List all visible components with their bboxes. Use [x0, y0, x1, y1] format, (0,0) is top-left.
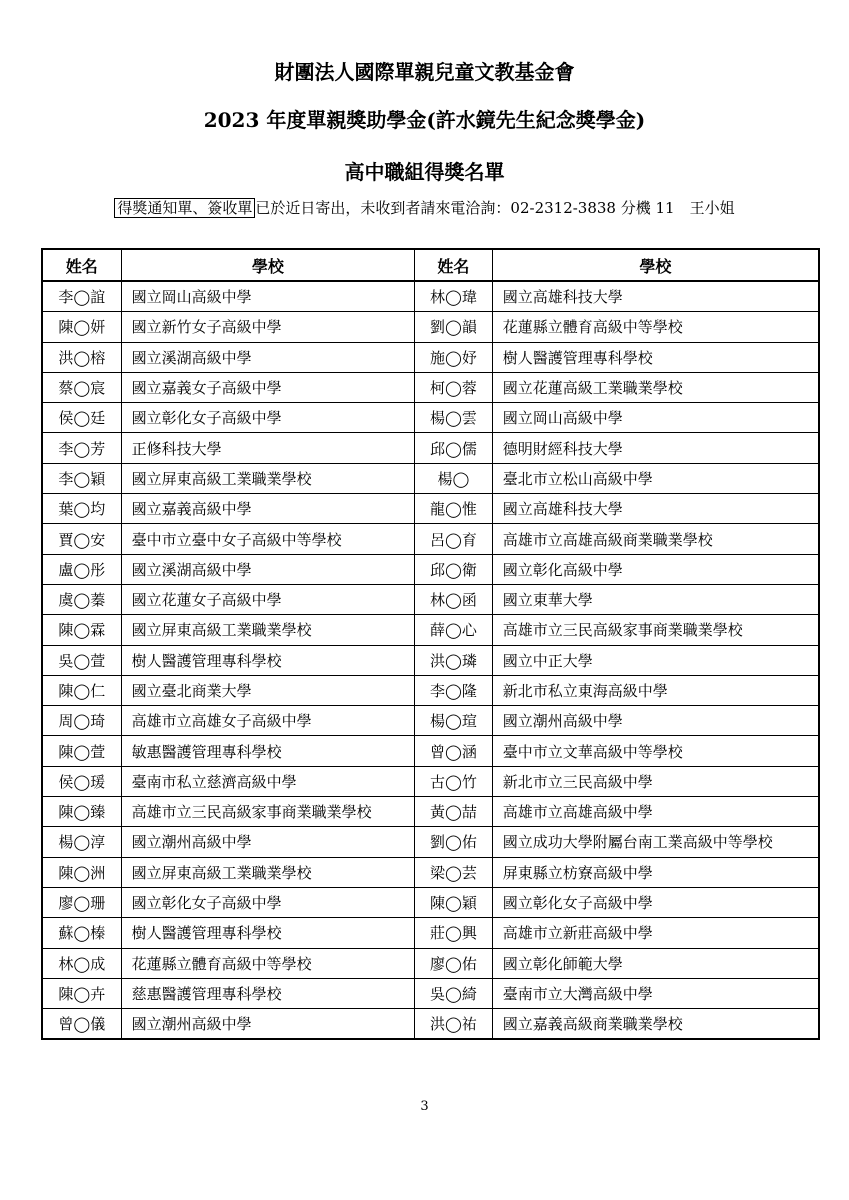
school-name: 屏東縣立枋寮高級中學	[492, 857, 819, 887]
table-row	[42, 524, 819, 554]
table-row	[42, 797, 819, 827]
student-name: 劉◯佑	[415, 827, 493, 857]
school-name: 國立屏東高級工業職業學校	[121, 857, 415, 887]
table-row	[42, 978, 819, 1008]
student-name: 楊◯	[415, 463, 493, 493]
table-row	[42, 554, 819, 584]
school-name: 國立東華大學	[492, 584, 819, 614]
school-name: 新北市立三民高級中學	[492, 766, 819, 796]
school-name: 高雄市立高雄高級商業職業學校	[492, 524, 819, 554]
school-name: 國立中正大學	[492, 645, 819, 675]
table-row	[42, 494, 819, 524]
student-name: 廖◯珊	[42, 887, 121, 917]
table-row	[42, 857, 819, 887]
table-row	[42, 706, 819, 736]
student-name: 楊◯淳	[42, 827, 121, 857]
school-name: 國立潮州高級中學	[121, 1009, 415, 1040]
student-name: 龍◯惟	[415, 494, 493, 524]
table-row	[42, 766, 819, 796]
page-number: 3	[420, 1099, 429, 1114]
school-name: 高雄市立三民高級家事商業職業學校	[492, 615, 819, 645]
table-row	[42, 736, 819, 766]
student-name: 賈◯安	[42, 524, 121, 554]
student-name: 曾◯儀	[42, 1009, 121, 1040]
table-row	[42, 887, 819, 917]
school-name: 臺南市立大灣高級中學	[492, 978, 819, 1008]
student-name: 邱◯衛	[415, 554, 493, 584]
school-name: 國立彰化女子高級中學	[121, 887, 415, 917]
student-name: 洪◯榕	[42, 342, 121, 372]
school-name: 國立花蓮女子高級中學	[121, 584, 415, 614]
school-name: 國立嘉義高級中學	[121, 494, 415, 524]
awardee-table	[41, 248, 820, 1040]
student-name: 盧◯彤	[42, 554, 121, 584]
student-name: 廖◯佑	[415, 948, 493, 978]
student-name: 古◯竹	[415, 766, 493, 796]
org-title: 財團法人國際單親兒童文教基金會	[274, 60, 575, 84]
table-row	[42, 827, 819, 857]
student-name: 洪◯祐	[415, 1009, 493, 1040]
table-header-row	[42, 249, 819, 281]
table-row	[42, 403, 819, 433]
student-name: 呂◯育	[415, 524, 493, 554]
table-row	[42, 342, 819, 372]
school-name: 國立岡山高級中學	[121, 281, 415, 312]
student-name: 葉◯均	[42, 494, 121, 524]
school-name: 高雄市立高雄女子高級中學	[121, 706, 415, 736]
student-name: 陳◯霖	[42, 615, 121, 645]
school-name: 國立嘉義女子高級中學	[121, 372, 415, 402]
program-title: 2023 年度單親獎助學金(許水鏡先生紀念獎學金)	[203, 108, 646, 132]
school-name: 國立新竹女子高級中學	[121, 312, 415, 342]
school-name: 國立岡山高級中學	[492, 403, 819, 433]
student-name: 李◯隆	[415, 675, 493, 705]
student-name: 陳◯仁	[42, 675, 121, 705]
student-name: 林◯函	[415, 584, 493, 614]
table-row	[42, 312, 819, 342]
student-name: 林◯瑋	[415, 281, 493, 312]
school-name: 臺北市立松山高級中學	[492, 463, 819, 493]
student-name: 吳◯綺	[415, 978, 493, 1008]
school-name: 國立屏東高級工業職業學校	[121, 615, 415, 645]
student-name: 蔡◯宸	[42, 372, 121, 402]
student-name: 陳◯穎	[415, 887, 493, 917]
school-name: 國立花蓮高級工業職業學校	[492, 372, 819, 402]
table-body	[42, 281, 819, 1039]
student-name: 邱◯儒	[415, 433, 493, 463]
notice-line	[0, 198, 849, 218]
student-name: 黃◯喆	[415, 797, 493, 827]
table-row	[42, 615, 819, 645]
school-name: 敏惠醫護管理專科學校	[121, 736, 415, 766]
student-name: 楊◯雲	[415, 403, 493, 433]
student-name: 洪◯璘	[415, 645, 493, 675]
table-row	[42, 433, 819, 463]
table-row	[42, 675, 819, 705]
school-name: 花蓮縣立體育高級中等學校	[121, 948, 415, 978]
school-name: 國立高雄科技大學	[492, 494, 819, 524]
table-row	[42, 463, 819, 493]
student-name: 楊◯瑄	[415, 706, 493, 736]
header-name-2: 姓名	[415, 249, 493, 281]
table-row	[42, 584, 819, 614]
student-name: 李◯誼	[42, 281, 121, 312]
school-name: 慈惠醫護管理專科學校	[121, 978, 415, 1008]
table-row	[42, 918, 819, 948]
group-title: 高中職組得獎名單	[344, 160, 505, 184]
header-school-1: 學校	[121, 249, 415, 281]
school-name: 樹人醫護管理專科學校	[121, 918, 415, 948]
school-name: 花蓮縣立體育高級中等學校	[492, 312, 819, 342]
school-name: 臺中市立臺中女子高級中等學校	[121, 524, 415, 554]
school-name: 高雄市立新莊高級中學	[492, 918, 819, 948]
student-name: 柯◯蓉	[415, 372, 493, 402]
school-name: 德明財經科技大學	[492, 433, 819, 463]
school-name: 國立彰化師範大學	[492, 948, 819, 978]
student-name: 陳◯萱	[42, 736, 121, 766]
table-row	[42, 645, 819, 675]
student-name: 虞◯蓁	[42, 584, 121, 614]
school-name: 國立屏東高級工業職業學校	[121, 463, 415, 493]
notice-boxed-label: 得獎通知單、簽收單	[114, 198, 255, 218]
school-name: 樹人醫護管理專科學校	[121, 645, 415, 675]
student-name: 林◯成	[42, 948, 121, 978]
table-row	[42, 1009, 819, 1040]
school-name: 臺中市立文華高級中等學校	[492, 736, 819, 766]
school-name: 國立潮州高級中學	[492, 706, 819, 736]
school-name: 高雄市立高雄高級中學	[492, 797, 819, 827]
table-row	[42, 948, 819, 978]
student-name: 陳◯妍	[42, 312, 121, 342]
student-name: 李◯芳	[42, 433, 121, 463]
student-name: 莊◯興	[415, 918, 493, 948]
student-name: 施◯妤	[415, 342, 493, 372]
student-name: 吳◯萱	[42, 645, 121, 675]
school-name: 國立成功大學附屬台南工業高級中等學校	[492, 827, 819, 857]
header-school-2: 學校	[492, 249, 819, 281]
school-name: 新北市私立東海高級中學	[492, 675, 819, 705]
school-name: 國立彰化女子高級中學	[121, 403, 415, 433]
student-name: 蘇◯榛	[42, 918, 121, 948]
table-row	[42, 372, 819, 402]
school-name: 臺南市私立慈濟高級中學	[121, 766, 415, 796]
school-name: 國立彰化女子高級中學	[492, 887, 819, 917]
school-name: 國立彰化高級中學	[492, 554, 819, 584]
student-name: 李◯穎	[42, 463, 121, 493]
student-name: 劉◯韻	[415, 312, 493, 342]
school-name: 國立高雄科技大學	[492, 281, 819, 312]
student-name: 侯◯廷	[42, 403, 121, 433]
school-name: 高雄市立三民高級家事商業職業學校	[121, 797, 415, 827]
student-name: 周◯琦	[42, 706, 121, 736]
school-name: 正修科技大學	[121, 433, 415, 463]
student-name: 陳◯臻	[42, 797, 121, 827]
student-name: 梁◯芸	[415, 857, 493, 887]
school-name: 國立溪湖高級中學	[121, 554, 415, 584]
student-name: 曾◯涵	[415, 736, 493, 766]
student-name: 侯◯瑗	[42, 766, 121, 796]
student-name: 陳◯洲	[42, 857, 121, 887]
school-name: 國立潮州高級中學	[121, 827, 415, 857]
table-row	[42, 281, 819, 312]
school-name: 樹人醫護管理專科學校	[492, 342, 819, 372]
student-name: 陳◯卉	[42, 978, 121, 1008]
school-name: 國立溪湖高級中學	[121, 342, 415, 372]
student-name: 薛◯心	[415, 615, 493, 645]
school-name: 國立臺北商業大學	[121, 675, 415, 705]
header-name-1: 姓名	[42, 249, 121, 281]
notice-text: 已於近日寄出，未收到者請來電洽詢：02-2312-3838 分機 11 王小姐	[255, 199, 735, 217]
school-name: 國立嘉義高級商業職業學校	[492, 1009, 819, 1040]
